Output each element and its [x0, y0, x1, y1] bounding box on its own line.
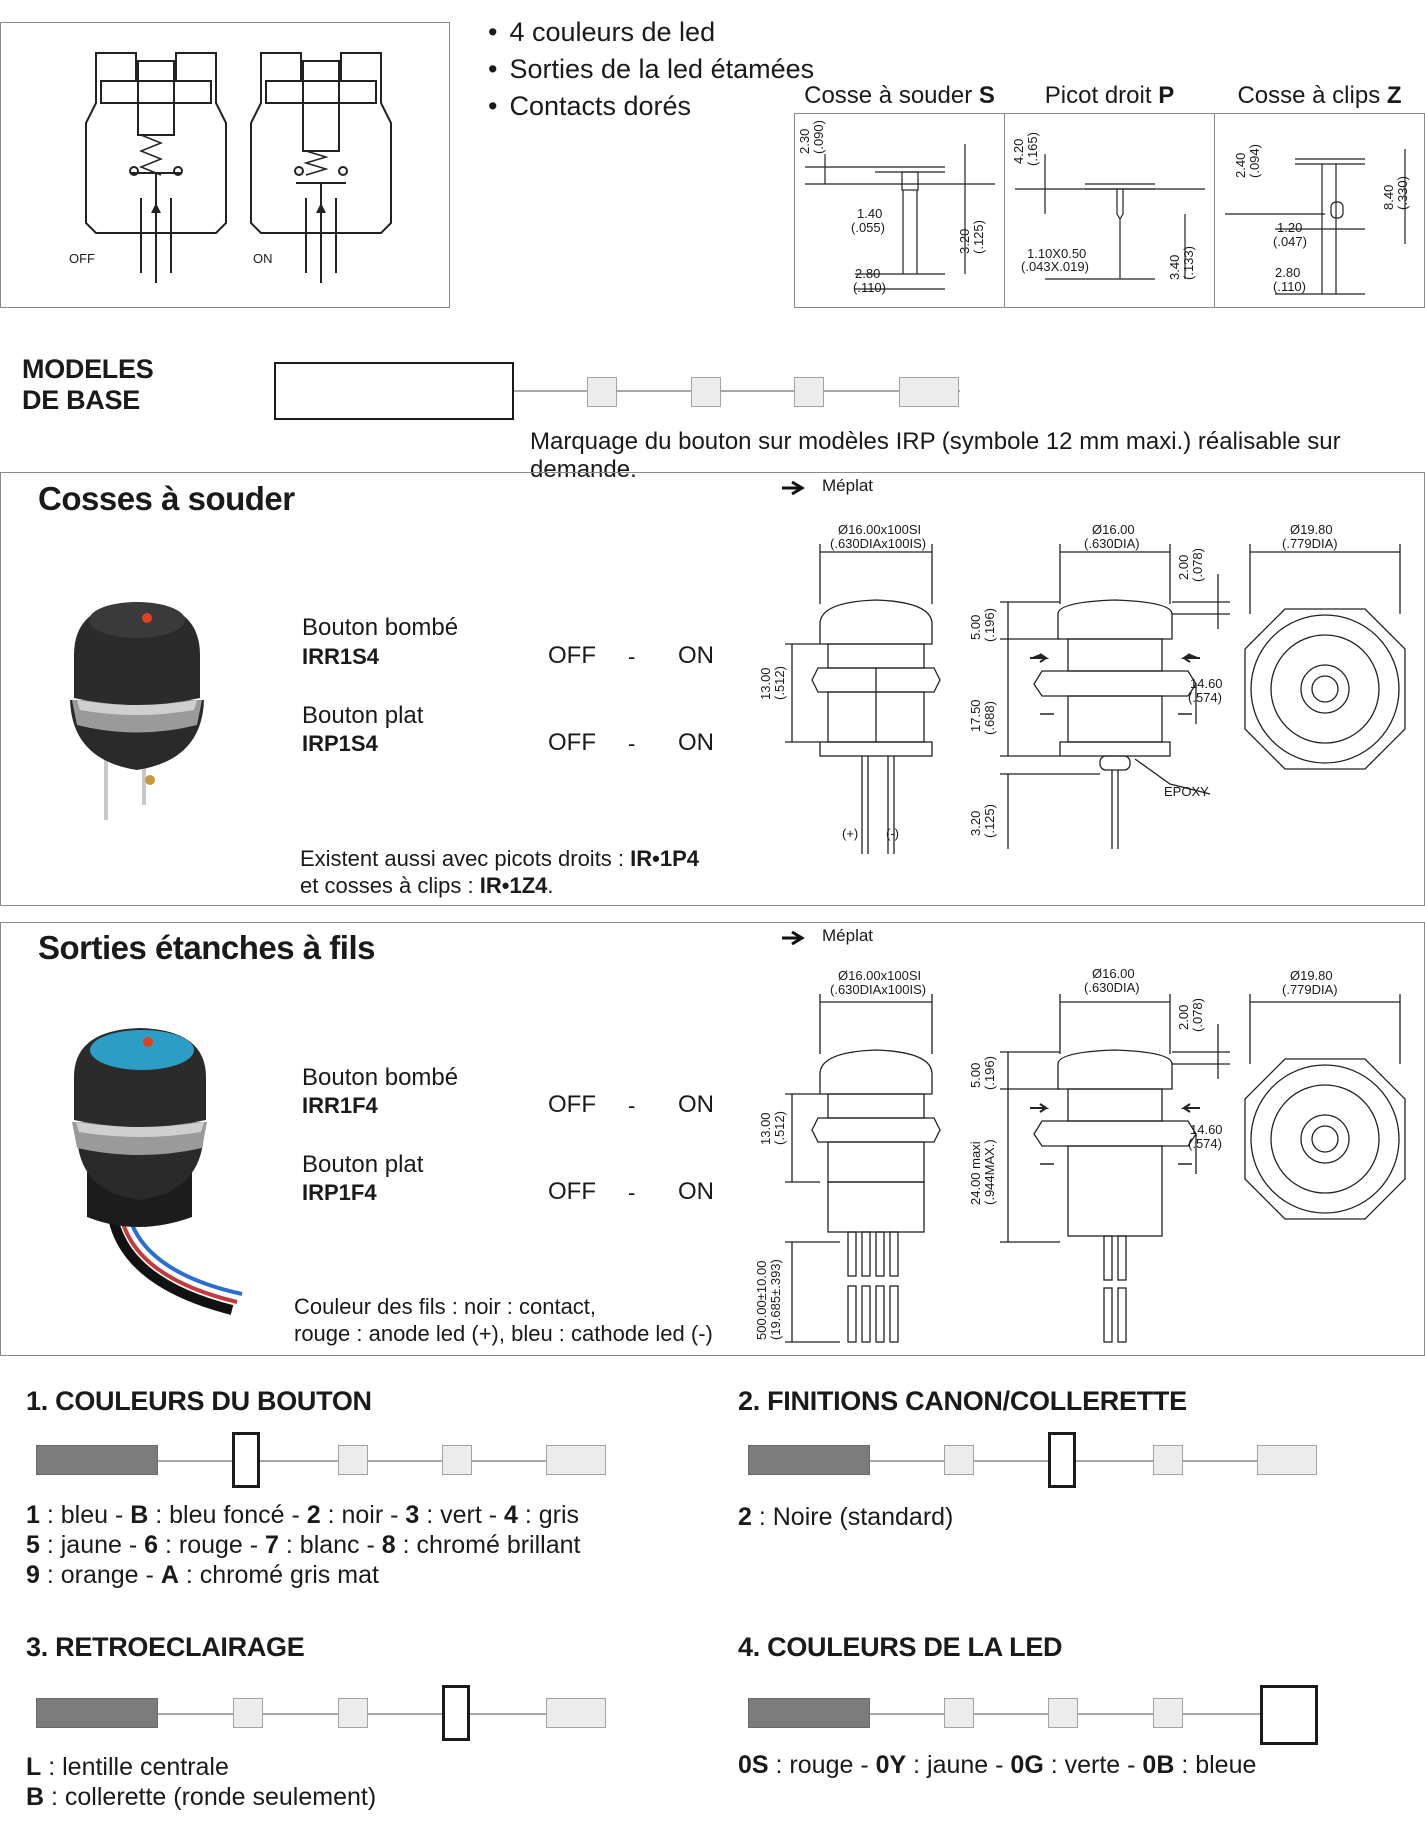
dim-label: 8.40 [1381, 184, 1396, 210]
option-heading-led-colors: 4. COULEURS DE LA LED [738, 1632, 1063, 1662]
code-slot [944, 1698, 974, 1728]
dim-label: (.574) [1188, 1136, 1222, 1151]
dim-label: (.196) [982, 608, 997, 642]
code-slot-selected [1048, 1432, 1076, 1488]
option-desc-finish [738, 1502, 953, 1532]
dim-label: (.779DIA) [1282, 982, 1338, 997]
code-slot [587, 377, 617, 407]
dim-label: (.688) [982, 701, 997, 735]
dim-label: (.779DIA) [1282, 536, 1338, 551]
desc-line: 0S : rouge - 0Y : jaune - 0G : verte - 0B : bleue [738, 1751, 1257, 1779]
code-slot-selected [1260, 1685, 1318, 1745]
plus-terminal-label: (+) [842, 826, 859, 841]
code-slot [1048, 1698, 1078, 1728]
feature-item: • Contacts dorés [488, 88, 814, 125]
dim-label: 13.00 [758, 1112, 773, 1145]
code-slot [546, 1698, 606, 1728]
code-slot [546, 1445, 606, 1475]
off-state: OFF [548, 729, 596, 756]
option-desc-backlight [26, 1752, 376, 1812]
dim-label: Ø16.00 [1092, 522, 1135, 537]
code-slot [691, 377, 721, 407]
terminal-box-solder [794, 113, 1005, 308]
dim-label: (.078) [1190, 998, 1205, 1032]
state-dash: - [628, 644, 636, 669]
dim-label: 3.40 [1167, 254, 1182, 280]
dim-label: Ø16.00 [1092, 966, 1135, 981]
feature-item: • 4 couleurs de led [488, 14, 814, 51]
dim-label: 2.80 [855, 266, 881, 281]
dim-label: 14.60 [1190, 1122, 1223, 1137]
option-heading-button-colors: 1. COULEURS DU BOUTON [26, 1386, 372, 1416]
code-slot [944, 1445, 974, 1475]
drawing-meplat-label: Méplat [822, 926, 874, 945]
dim-label: (.110) [1273, 279, 1306, 294]
dim-label: (.630DIA) [1084, 536, 1140, 551]
variant-code: IRP1F4 [302, 1180, 377, 1205]
base-model-code-field [274, 362, 514, 420]
dim-label: 5.00 [968, 614, 983, 640]
dim-label: (.196) [982, 1056, 997, 1090]
option-heading-finish: 2. FINITIONS CANON/COLLERETTE [738, 1386, 1187, 1416]
variant-label: Bouton plat [302, 702, 424, 729]
base-models-note: Marquage du bouton sur modèles IRP (symbole 12 mm maxi.) réalisable sur demande. [530, 428, 1341, 483]
dim-label: (.165) [1025, 132, 1040, 166]
code-slot [1153, 1445, 1183, 1475]
feature-list [488, 14, 814, 125]
variant-label: Bouton bombé [302, 1064, 459, 1091]
code-block-base [748, 1698, 870, 1728]
dim-label: 2.80 [1275, 265, 1301, 280]
dim-label: 2.00 [1176, 554, 1191, 580]
dim-label: (.630DIAx100IS) [830, 536, 927, 551]
dim-label: 1.40 [857, 206, 883, 221]
product-photo-solder [62, 590, 212, 830]
dim-label: (.055) [851, 220, 885, 235]
desc-line: 9 : orange - A : chromé gris mat [26, 1561, 379, 1589]
dim-label: 24.00 maxi [968, 1141, 983, 1205]
on-state: ON [678, 1091, 714, 1118]
code-slot [1257, 1445, 1317, 1475]
code-slot [233, 1698, 263, 1728]
code-slot [794, 377, 824, 407]
dim-label: (.043X.019) [1021, 259, 1089, 274]
code-connector [868, 1460, 1316, 1462]
code-block-base [748, 1445, 870, 1475]
dim-label: (.512) [772, 666, 787, 700]
code-block-base [36, 1445, 158, 1475]
on-state: ON [678, 729, 714, 756]
code-slot [442, 1445, 472, 1475]
dim-label: 1.10X0.50 [1027, 246, 1087, 261]
code-block-base [36, 1698, 158, 1728]
base-models-title: MODELES DE BASE [22, 354, 154, 415]
section-note: Couleur des fils : noir : contact, rouge : anode led (+), bleu : cathode led (-) [294, 1294, 713, 1346]
desc-line: L : lentille centrale [26, 1753, 229, 1781]
dim-label: (.574) [1188, 690, 1222, 705]
dim-label: Ø16.00x100SI [838, 522, 922, 537]
dim-label: (.047) [1273, 234, 1307, 249]
terminal-title-solder: Cosse à souder S [804, 82, 995, 109]
terminal-title-pin: Picot droit P [1044, 82, 1175, 109]
dim-label: Ø16.00x100SI [838, 968, 922, 983]
on-state: ON [678, 642, 714, 669]
dim-label: Ø19.80 [1290, 522, 1333, 537]
dim-label: (.110) [853, 280, 886, 295]
schematic-on-label: ON [253, 251, 273, 266]
dim-label: (.512) [772, 1111, 787, 1145]
terminal-box-clip [1214, 113, 1425, 308]
drawing-meplat-label: Méplat [822, 476, 874, 495]
dim-label: 13.00 [758, 667, 773, 700]
dim-label: 500.00±10.00 [754, 1260, 769, 1340]
dim-label: 5.00 [968, 1062, 983, 1088]
code-slot [899, 377, 959, 407]
dim-label: (.630DIA) [1084, 980, 1140, 995]
code-slot [338, 1445, 368, 1475]
desc-line: 1 : bleu - B : bleu foncé - 2 : noir - 3 : vert - 4 : gris [26, 1501, 580, 1529]
dim-label: (.630DIAx100IS) [830, 982, 927, 997]
dim-label: 1.20 [1277, 220, 1303, 235]
dim-label: (.125) [982, 804, 997, 838]
option-desc-button-colors [26, 1500, 580, 1590]
code-connector [158, 1460, 606, 1462]
dim-label: (.090) [811, 120, 826, 154]
state-dash: - [628, 1180, 636, 1205]
section-title: Cosses à souder [38, 480, 295, 517]
dim-label: 2.30 [797, 128, 812, 154]
code-slot [338, 1698, 368, 1728]
dim-label: 3.20 [968, 810, 983, 836]
section-title: Sorties étanches à fils [38, 929, 375, 966]
feature-item: • Sorties de la led étamées [488, 51, 814, 88]
variant-label: Bouton bombé [302, 614, 459, 641]
option-heading-backlight: 3. RETROECLAIRAGE [26, 1632, 305, 1662]
off-state: OFF [548, 642, 596, 669]
off-state: OFF [548, 1178, 596, 1205]
epoxy-label: EPOXY [1164, 784, 1209, 799]
option-desc-led-colors [738, 1750, 1256, 1780]
dim-label: 17.50 [968, 699, 983, 732]
desc-line: B : collerette (ronde seulement) [26, 1783, 377, 1811]
terminal-title-clip: Cosse à clips Z [1237, 82, 1402, 109]
state-dash: - [628, 731, 636, 756]
dim-label: 3.20 [957, 228, 972, 254]
dim-label: (.330) [1395, 176, 1410, 210]
switch-schematic-drawing [1, 23, 451, 309]
desc-line: 2 : Noire (standard) [738, 1503, 954, 1531]
dim-label: (.094) [1247, 144, 1262, 178]
dim-label: 2.40 [1233, 152, 1248, 178]
dim-label: (.133) [1181, 246, 1196, 280]
dim-label: (.125) [971, 220, 986, 254]
variant-code: IRP1S4 [302, 731, 378, 756]
variant-code: IRR1F4 [302, 1093, 378, 1118]
code-slot-selected [232, 1432, 260, 1488]
off-state: OFF [548, 1091, 596, 1118]
dim-label: 4.20 [1011, 138, 1026, 164]
dim-label: Ø19.80 [1290, 968, 1333, 983]
dim-label: (.078) [1190, 548, 1205, 582]
schematic-box [0, 22, 450, 308]
state-dash: - [628, 1093, 636, 1118]
variant-label: Bouton plat [302, 1151, 424, 1178]
terminal-box-pin [1004, 113, 1215, 308]
variant-code: IRR1S4 [302, 644, 380, 669]
code-connector [514, 390, 960, 392]
dim-label: 2.00 [1176, 1004, 1191, 1030]
terminal-solder-drawing [795, 114, 1006, 309]
desc-line: 5 : jaune - 6 : rouge - 7 : blanc - 8 : chromé brillant [26, 1531, 581, 1559]
section-note: Existent aussi avec picots droits : IR•1P4 et cosses à clips : IR•1Z4. [300, 846, 699, 898]
dim-label: (19.685±.393) [768, 1259, 783, 1340]
code-slot-selected [442, 1685, 470, 1741]
product-photo-wire [62, 1022, 262, 1322]
dim-label: (.944MAX.) [982, 1139, 997, 1205]
dim-label: 14.60 [1190, 676, 1223, 691]
code-connector [158, 1713, 606, 1715]
schematic-off-label: OFF [69, 251, 95, 266]
minus-terminal-label: (-) [886, 826, 899, 841]
code-slot [1153, 1698, 1183, 1728]
on-state: ON [678, 1178, 714, 1205]
